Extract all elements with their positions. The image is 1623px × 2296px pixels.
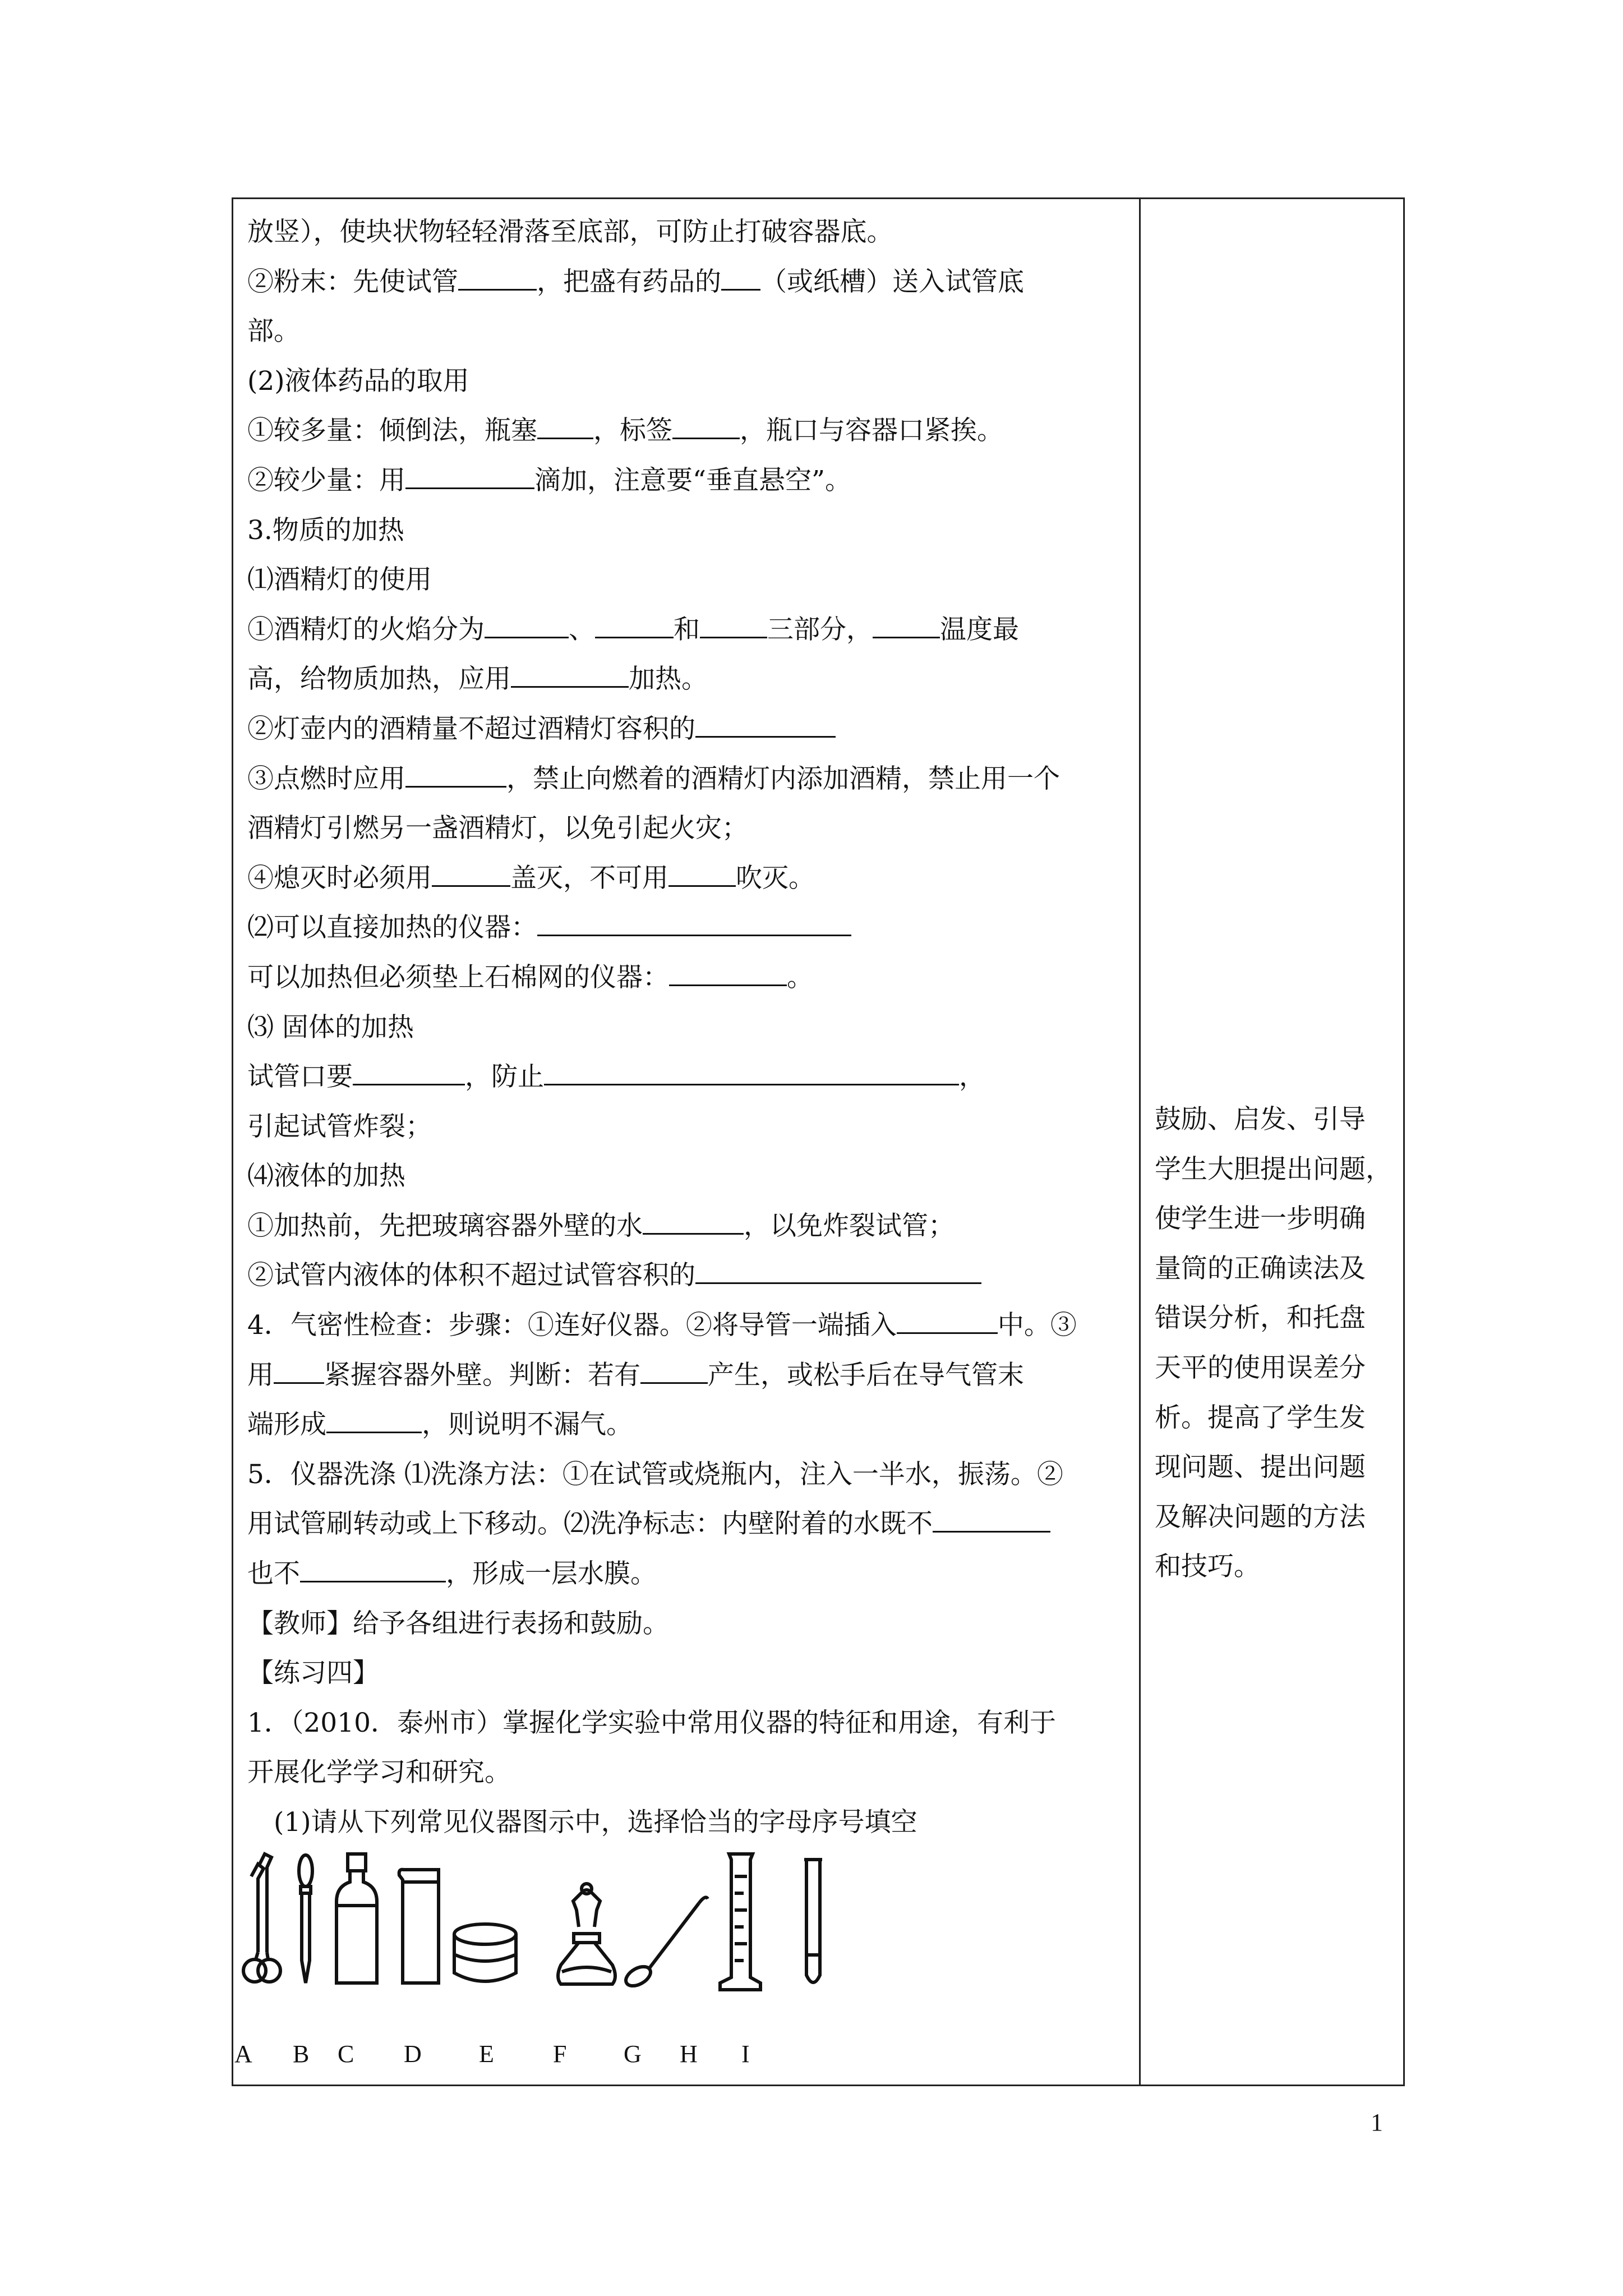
- text-line: [247, 1699, 1133, 1749]
- text-run: ②粉末：先使试管: [247, 266, 458, 297]
- fill-in-blank[interactable]: [300, 1552, 446, 1582]
- page-number: 1: [1371, 2109, 1383, 2136]
- text-run: 三部分，: [767, 614, 873, 645]
- figure-label: I: [741, 2040, 750, 2068]
- side-note-line: 鼓励、启发、引导: [1155, 1104, 1366, 1135]
- text-run: 盖灭，不可用: [510, 862, 668, 894]
- instrument-figures: [236, 1843, 1133, 2011]
- fill-in-blank[interactable]: [721, 260, 760, 291]
- text-line: [247, 456, 1133, 506]
- text-run: ①较多量：倾倒法，瓶塞: [247, 415, 537, 447]
- figure-labels: [234, 2040, 1132, 2073]
- text-line: [247, 208, 1133, 257]
- text-line: [247, 1798, 1133, 1848]
- text-line: [247, 1649, 1133, 1699]
- text-run: ①酒精灯的火焰分为: [247, 614, 485, 645]
- text-line: [247, 903, 1133, 953]
- side-note-line: 学生大胆提出问题，: [1155, 1153, 1392, 1185]
- figure-label: G: [624, 2040, 642, 2068]
- text-run: ，形成一层水膜。: [446, 1558, 657, 1590]
- fill-in-blank[interactable]: [537, 408, 593, 439]
- text-run: 用试管刷转动或上下移动。⑵洗净标志：内壁附着的水既不: [247, 1508, 933, 1540]
- text-run: 5．仪器洗涤 ⑴洗涤方法：①在试管或烧瓶内，注入一半水，振荡。②: [247, 1458, 1063, 1490]
- text-run: 4．气密性检查：步骤：①连好仪器。②将导管一端插入: [247, 1310, 897, 1341]
- text-line: [247, 1748, 1133, 1798]
- text-run: 3.物质的加热: [247, 514, 404, 546]
- text-line: [247, 1301, 1133, 1351]
- text-line: [247, 705, 1133, 754]
- text-run: ⑶ 固体的加热: [247, 1011, 414, 1043]
- text-run: ②较少量：用: [247, 464, 405, 496]
- text-line: [247, 1549, 1133, 1599]
- text-run: 滴加，注意要“垂直悬空”。: [534, 464, 852, 496]
- text-line: [247, 1351, 1133, 1401]
- reagent-bottle-icon: [336, 1854, 377, 1983]
- text-line: [247, 1499, 1133, 1549]
- figure-label: B: [293, 2040, 310, 2068]
- fill-in-blank[interactable]: [537, 905, 851, 936]
- fill-in-blank[interactable]: [274, 1353, 324, 1384]
- medicine-spoon-icon: [623, 1897, 708, 1990]
- text-run: 部。: [247, 316, 300, 347]
- text-run: ，禁止向燃着的酒精灯内添加酒精，禁止用一个: [506, 763, 1060, 794]
- fill-in-blank[interactable]: [511, 657, 629, 688]
- side-note-line: 量筒的正确读法及: [1155, 1253, 1366, 1284]
- graduated-cylinder-icon: [720, 1854, 760, 1990]
- column-divider: [1139, 197, 1141, 2086]
- fill-in-blank[interactable]: [595, 608, 674, 638]
- text-line: [247, 804, 1133, 854]
- fill-in-blank[interactable]: [933, 1502, 1050, 1533]
- text-run: ，则说明不漏气。: [422, 1409, 633, 1441]
- fill-in-blank[interactable]: [544, 1055, 959, 1085]
- text-line: [247, 1450, 1133, 1500]
- text-line: [247, 506, 1133, 556]
- text-run: (2)液体药品的取用: [247, 365, 469, 397]
- fill-in-blank[interactable]: [353, 1055, 465, 1085]
- text-run: ③点燃时应用: [247, 763, 405, 794]
- fill-in-blank[interactable]: [405, 757, 506, 788]
- side-note-line: 错误分析，和托盘: [1155, 1303, 1366, 1334]
- text-line: [247, 655, 1133, 705]
- evaporating-dish-icon: [454, 1924, 516, 1981]
- fill-in-blank[interactable]: [669, 955, 787, 986]
- fill-in-blank[interactable]: [897, 1303, 998, 1334]
- text-run: 用: [247, 1359, 274, 1391]
- text-run: ②试管内液体的体积不超过试管容积的: [247, 1260, 695, 1291]
- beaker-icon: [399, 1870, 439, 1983]
- text-run: 端形成: [247, 1409, 326, 1441]
- side-note-line: 及解决问题的方法: [1155, 1501, 1366, 1533]
- text-run: 温度最: [940, 614, 1019, 645]
- text-run: 。: [787, 961, 813, 993]
- fill-in-blank[interactable]: [700, 608, 767, 638]
- text-run: 放竖），使块状物轻轻滑落至底部，可防止打破容器底。: [247, 217, 893, 247]
- text-line: [247, 953, 1133, 1003]
- text-run: 也不: [247, 1558, 300, 1590]
- text-line: [247, 406, 1133, 456]
- fill-in-blank[interactable]: [432, 856, 510, 887]
- side-note-line: 使学生进一步明确: [1155, 1203, 1366, 1235]
- text-run: ①加热前，先把玻璃容器外壁的水: [247, 1210, 643, 1241]
- figure-label: E: [479, 2040, 494, 2068]
- side-note-line: 天平的使用误差分: [1155, 1352, 1366, 1383]
- figure-label: D: [404, 2040, 422, 2068]
- text-run: ⑵可以直接加热的仪器：: [247, 912, 537, 944]
- text-run: 高，给物质加热，应用: [247, 664, 511, 695]
- figure-label: C: [338, 2040, 354, 2068]
- text-run: ，瓶口与容器口紧挨。: [740, 415, 1003, 447]
- fill-in-blank[interactable]: [695, 1253, 981, 1284]
- text-line: [247, 1003, 1133, 1053]
- figure-label: F: [553, 2040, 567, 2068]
- text-line: [247, 1202, 1133, 1251]
- text-run: ，以免炸裂试管；: [744, 1210, 955, 1241]
- text-run: 可以加热但必须垫上石棉网的仪器：: [247, 961, 669, 993]
- text-run: 中。③: [997, 1310, 1077, 1341]
- text-run: ②灯壶内的酒精量不超过酒精灯容积的: [247, 713, 695, 744]
- text-run: 产生，或松手后在导气管末: [708, 1359, 1024, 1391]
- text-run: ④熄灭时必须用: [247, 862, 432, 894]
- text-run: ⑴酒精灯的使用: [247, 564, 432, 596]
- text-run: 加热。: [629, 664, 708, 695]
- text-run: （或纸槽）送入试管底: [760, 266, 1024, 297]
- text-run: 吹灭。: [736, 862, 815, 894]
- text-line: [247, 754, 1133, 804]
- text-line: [247, 307, 1133, 357]
- text-run: 酒精灯引燃另一盏酒精灯，以免引起火灾；: [247, 813, 748, 844]
- fill-in-blank[interactable]: [326, 1402, 422, 1433]
- dropper-icon: [299, 1855, 312, 1983]
- side-note-line: 析。提高了学生发: [1155, 1402, 1366, 1433]
- side-column-note: [1155, 1095, 1401, 1592]
- text-line: [247, 257, 1133, 307]
- alcohol-lamp-icon: [558, 1884, 615, 1984]
- text-line: [247, 1152, 1133, 1202]
- text-run: 、: [569, 614, 595, 645]
- text-run: (1)请从下列常见仪器图示中，选择恰当的字母序号填空: [247, 1807, 917, 1838]
- text-run: ，: [959, 1061, 985, 1093]
- text-line: [247, 357, 1133, 407]
- fill-in-blank[interactable]: [643, 1204, 744, 1235]
- text-line: [247, 1102, 1133, 1152]
- text-line: [247, 1599, 1133, 1649]
- text-run: 试管口要: [247, 1061, 353, 1093]
- text-run: 1．（2010．泰州市）掌握化学实验中常用仪器的特征和用途，有利于: [247, 1707, 1057, 1738]
- text-run: 和: [674, 614, 700, 645]
- text-line: [247, 1251, 1133, 1301]
- crucible-tongs-icon: [243, 1854, 280, 1982]
- text-run: 紧握容器外壁。判断：若有: [324, 1359, 640, 1391]
- test-tube-icon: [804, 1860, 822, 1982]
- main-column-text: [247, 208, 1133, 1848]
- fill-in-blank[interactable]: [405, 458, 534, 489]
- fill-in-blank[interactable]: [695, 707, 836, 738]
- text-line: [247, 1400, 1133, 1450]
- fill-in-blank[interactable]: [668, 856, 736, 887]
- text-line: [247, 555, 1133, 605]
- text-run: ⑷液体的加热: [247, 1161, 405, 1192]
- text-run: 开展化学学习和研究。: [247, 1757, 511, 1788]
- text-run: ，防止: [465, 1061, 544, 1093]
- fill-in-blank[interactable]: [458, 260, 537, 291]
- fill-in-blank[interactable]: [873, 608, 940, 638]
- text-run: ，标签: [593, 415, 672, 447]
- figure-label: H: [680, 2040, 698, 2068]
- fill-in-blank[interactable]: [672, 408, 740, 439]
- fill-in-blank[interactable]: [640, 1353, 708, 1384]
- figure-label: A: [234, 2040, 252, 2068]
- text-line: [247, 605, 1133, 655]
- text-run: 引起试管炸裂；: [247, 1111, 432, 1142]
- text-run: 【练习四】: [247, 1658, 379, 1689]
- fill-in-blank[interactable]: [485, 608, 569, 638]
- text-run: 【教师】给予各组进行表扬和鼓励。: [247, 1608, 669, 1639]
- side-note-line: 和技巧。: [1155, 1551, 1260, 1582]
- text-line: [247, 854, 1133, 904]
- text-line: [247, 1052, 1133, 1102]
- side-note-line: 现问题、提出问题: [1155, 1452, 1366, 1483]
- text-run: ，把盛有药品的: [537, 266, 721, 297]
